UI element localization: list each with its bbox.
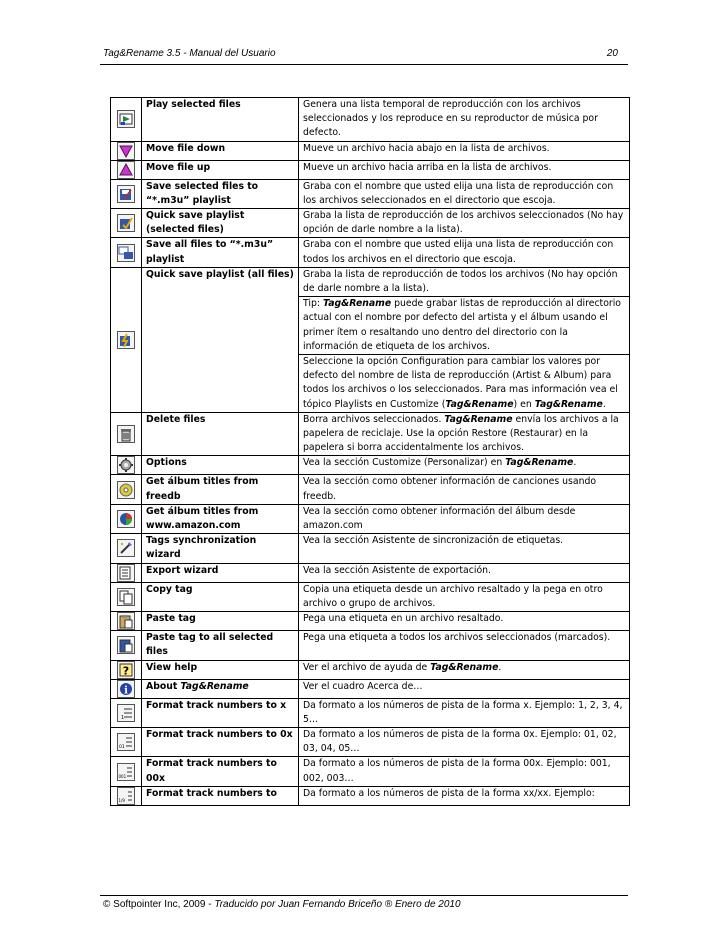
- icon-cell: [111, 727, 142, 756]
- icon-cell: [111, 757, 142, 786]
- sync-wizard-icon: [117, 539, 135, 557]
- command-name: Delete files: [142, 412, 299, 456]
- icon-cell: [111, 534, 142, 563]
- description-paragraph: Pega una etiqueta a todos los archivos seleccionados (marcados).: [303, 632, 611, 644]
- command-name: Move file up: [142, 160, 299, 179]
- format-0x-icon: [117, 733, 135, 751]
- description-paragraph: Vea la sección como obtener información del álbum desde amazon.com: [303, 505, 576, 532]
- svg-text:01: 01: [119, 745, 125, 751]
- move-down-icon: [117, 142, 135, 160]
- save-all-icon: [117, 244, 135, 262]
- icon-cell: [111, 141, 142, 160]
- info-icon: [117, 680, 135, 698]
- description-paragraph: Mueve un archivo hacia abajo en la lista de archivos.: [303, 142, 550, 154]
- icon-cell: [111, 412, 142, 456]
- description-paragraph: Genera una lista temporal de reproducción con los archivos seleccionados y los reproduce en su reproductor de música por defecto.: [303, 99, 598, 139]
- table-row: [111, 504, 630, 533]
- command-description: [299, 582, 630, 611]
- table-row: [111, 582, 630, 611]
- trash-icon: [117, 425, 135, 443]
- description-paragraph: Da formato a los números de pista de la forma xx/xx. Ejemplo:: [303, 787, 595, 799]
- icon-cell: [111, 631, 142, 660]
- command-name: Quick save playlist (all files): [142, 267, 299, 412]
- table-row: [111, 475, 630, 504]
- icon-cell: [111, 679, 142, 698]
- description-paragraph: Da formato a los números de pista de la forma 00x. Ejemplo: 001, 002, 003…: [303, 758, 611, 784]
- translator-credit: Traducido por Juan Fernando Briceño ® Enero de 2010: [214, 899, 461, 910]
- export-wizard-icon: [117, 564, 135, 582]
- options-icon: [117, 456, 135, 474]
- icon-cell: [111, 475, 142, 504]
- table-row: [111, 238, 630, 267]
- command-description: [299, 412, 630, 456]
- footer-divider: [100, 895, 628, 896]
- table-row: [111, 534, 630, 563]
- icon-cell: [111, 179, 142, 208]
- format-x-icon: [117, 704, 135, 722]
- copy-tag-icon: [117, 588, 135, 606]
- command-description: [299, 141, 630, 160]
- command-description: [299, 456, 630, 475]
- description-paragraph: Vea la sección como obtener información de canciones usando freedb.: [303, 476, 597, 502]
- command-name: Get álbum titles from freedb: [142, 475, 299, 504]
- description-paragraph: Ver el cuadro Acerca de…: [303, 680, 423, 692]
- command-description: [299, 238, 630, 267]
- cd-icon: [117, 481, 135, 499]
- icon-cell: [111, 582, 142, 611]
- paste-tag-icon: [117, 612, 135, 630]
- description-paragraph: Da formato a los números de pista de la forma x. Ejemplo: 1, 2, 3, 4, 5…: [303, 699, 623, 725]
- table-row: [111, 141, 630, 160]
- command-name: Format track numbers to: [142, 786, 299, 805]
- command-name: Paste tag: [142, 612, 299, 631]
- move-up-icon: [117, 161, 135, 179]
- table-row: [111, 660, 630, 679]
- table-row: [111, 98, 630, 142]
- command-name: About Tag&Rename: [142, 679, 299, 698]
- copyright-text: © Softpointer Inc, 2009 -: [103, 899, 215, 910]
- table-row: [111, 631, 630, 660]
- quick-save-all-icon: [117, 331, 135, 349]
- command-description: [299, 727, 630, 756]
- description-paragraph: Vea la sección Asistente de exportación.: [303, 564, 491, 576]
- table-row: [111, 679, 630, 698]
- command-description: [299, 209, 630, 238]
- quick-save-selected-icon: [117, 214, 135, 232]
- command-name: Get álbum titles from www.amazon.com: [142, 504, 299, 533]
- icon-cell: [111, 786, 142, 805]
- description-paragraph: Vea la sección Customize (Personalizar) en Tag&Rename.: [303, 457, 577, 469]
- command-name: Play selected files: [142, 98, 299, 142]
- icon-cell: [111, 267, 142, 412]
- description-paragraph: Copia una etiqueta desde un archivo resaltado y la pega en otro archivo o grupo de archivos.: [303, 583, 603, 609]
- command-description: [299, 679, 630, 698]
- help-icon: [117, 661, 135, 679]
- page-footer: [103, 899, 461, 910]
- description-paragraph: Graba la lista de reproducción de todos los archivos (No hay opción de darle nombre a la lista).: [303, 268, 618, 295]
- command-name: Format track numbers to 0x: [142, 727, 299, 756]
- description-paragraph: Mueve un archivo hacia arriba en la lista de archivos.: [303, 161, 552, 173]
- description-paragraph: Graba con el nombre que usted elija una lista de reproducción con todos los archivos en el directorio que escoja.: [303, 239, 614, 265]
- command-description: [299, 504, 630, 533]
- table-row: [111, 727, 630, 756]
- description-paragraph: Da formato a los números de pista de la forma 0x. Ejemplo: 01, 02, 03, 04, 05…: [303, 728, 617, 755]
- description-paragraph: Pega una etiqueta en un archivo resaltado.: [303, 613, 504, 625]
- description-paragraph: Vea la sección Asistente de sincronización de etiquetas.: [303, 535, 564, 547]
- command-name: Save all files to “*.m3u” playlist: [142, 238, 299, 267]
- description-paragraph: Tip: Tag&Rename puede grabar listas de reproducción al directorio actual con el nombre por defecto del artista y el álbum usando el primer ítem o resaltando uno dentro del directorio con la información de etiqueta de los archivos.: [299, 296, 629, 354]
- description-paragraph: Graba la lista de reproducción de los archivos seleccionados (No hay opción de darle nombre a la lista).: [303, 210, 624, 236]
- command-description: [299, 660, 630, 679]
- paste-all-icon: [117, 636, 135, 654]
- play-selected-icon: [117, 110, 135, 128]
- save-selected-icon: [117, 185, 135, 203]
- command-description: [299, 631, 630, 660]
- command-description: [299, 98, 630, 142]
- amazon-icon: [117, 510, 135, 528]
- svg-text:001: 001: [118, 773, 127, 779]
- icon-cell: [111, 160, 142, 179]
- svg-text:i: i: [124, 685, 128, 696]
- command-description: [299, 698, 630, 727]
- command-description: [299, 786, 630, 805]
- table-row: [111, 698, 630, 727]
- command-name: Export wizard: [142, 563, 299, 582]
- icon-cell: [111, 660, 142, 679]
- command-name: Format track numbers to 00x: [142, 757, 299, 786]
- table-row: [111, 160, 630, 179]
- page-header: [100, 44, 628, 64]
- header-divider: [100, 64, 628, 65]
- icon-cell: [111, 98, 142, 142]
- command-name: Paste tag to all selected files: [142, 631, 299, 660]
- command-description: [299, 267, 630, 412]
- description-paragraph: Graba con el nombre que usted elija una lista de reproducción con los archivos seleccionados en el directorio que escoja.: [303, 180, 614, 206]
- icon-cell: [111, 563, 142, 582]
- commands-table: [110, 97, 630, 806]
- table-row: [111, 209, 630, 238]
- icon-cell: [111, 209, 142, 238]
- command-description: [299, 612, 630, 631]
- description-paragraph: Ver el archivo de ayuda de Tag&Rename.: [303, 661, 502, 673]
- svg-text:1/9: 1/9: [118, 797, 125, 803]
- command-name: Move file down: [142, 141, 299, 160]
- command-name: Options: [142, 456, 299, 475]
- icon-cell: [111, 612, 142, 631]
- command-description: [299, 179, 630, 208]
- table-row: [111, 612, 630, 631]
- table-row: [111, 456, 630, 475]
- icon-cell: [111, 238, 142, 267]
- table-row: [111, 786, 630, 805]
- description-paragraph: Seleccione la opción Configuration para cambiar los valores por defecto del nombre de lista de reproducción (Artist & Album) para todos los archivos o los seleccionados. Para mas información vea el tópico Playlists en Customize (Tag&Rename) en Tag&Rename.: [299, 354, 629, 412]
- page-number: 20: [606, 48, 618, 59]
- command-description: [299, 475, 630, 504]
- svg-text:1: 1: [121, 714, 125, 721]
- command-name: Format track numbers to x: [142, 698, 299, 727]
- command-description: [299, 757, 630, 786]
- table-row: [111, 757, 630, 786]
- table-row: [111, 267, 630, 412]
- icon-cell: [111, 504, 142, 533]
- icon-cell: [111, 698, 142, 727]
- format-xx-icon: [117, 787, 135, 805]
- command-description: [299, 563, 630, 582]
- table-row: [111, 412, 630, 456]
- format-00x-icon: [117, 763, 135, 781]
- description-paragraph: Borra archivos seleccionados. Tag&Rename envía los archivos a la papelera de reciclaje. Use la opción Restore (Restaurar) en la papelera si borra accidentalmente los archivos.: [303, 413, 619, 454]
- command-name: View help: [142, 660, 299, 679]
- manual-title: Tag&Rename 3.5 - Manual del Usuario: [103, 48, 276, 59]
- table-row: [111, 563, 630, 582]
- command-name: Copy tag: [142, 582, 299, 611]
- command-description: [299, 160, 630, 179]
- table-row: [111, 179, 630, 208]
- command-description: [299, 534, 630, 563]
- icon-cell: [111, 456, 142, 475]
- command-name: Quick save playlist (selected files): [142, 209, 299, 238]
- command-name: Save selected files to “*.m3u” playlist: [142, 179, 299, 208]
- svg-text:?: ?: [122, 664, 130, 677]
- command-name: Tags synchronization wizard: [142, 534, 299, 563]
